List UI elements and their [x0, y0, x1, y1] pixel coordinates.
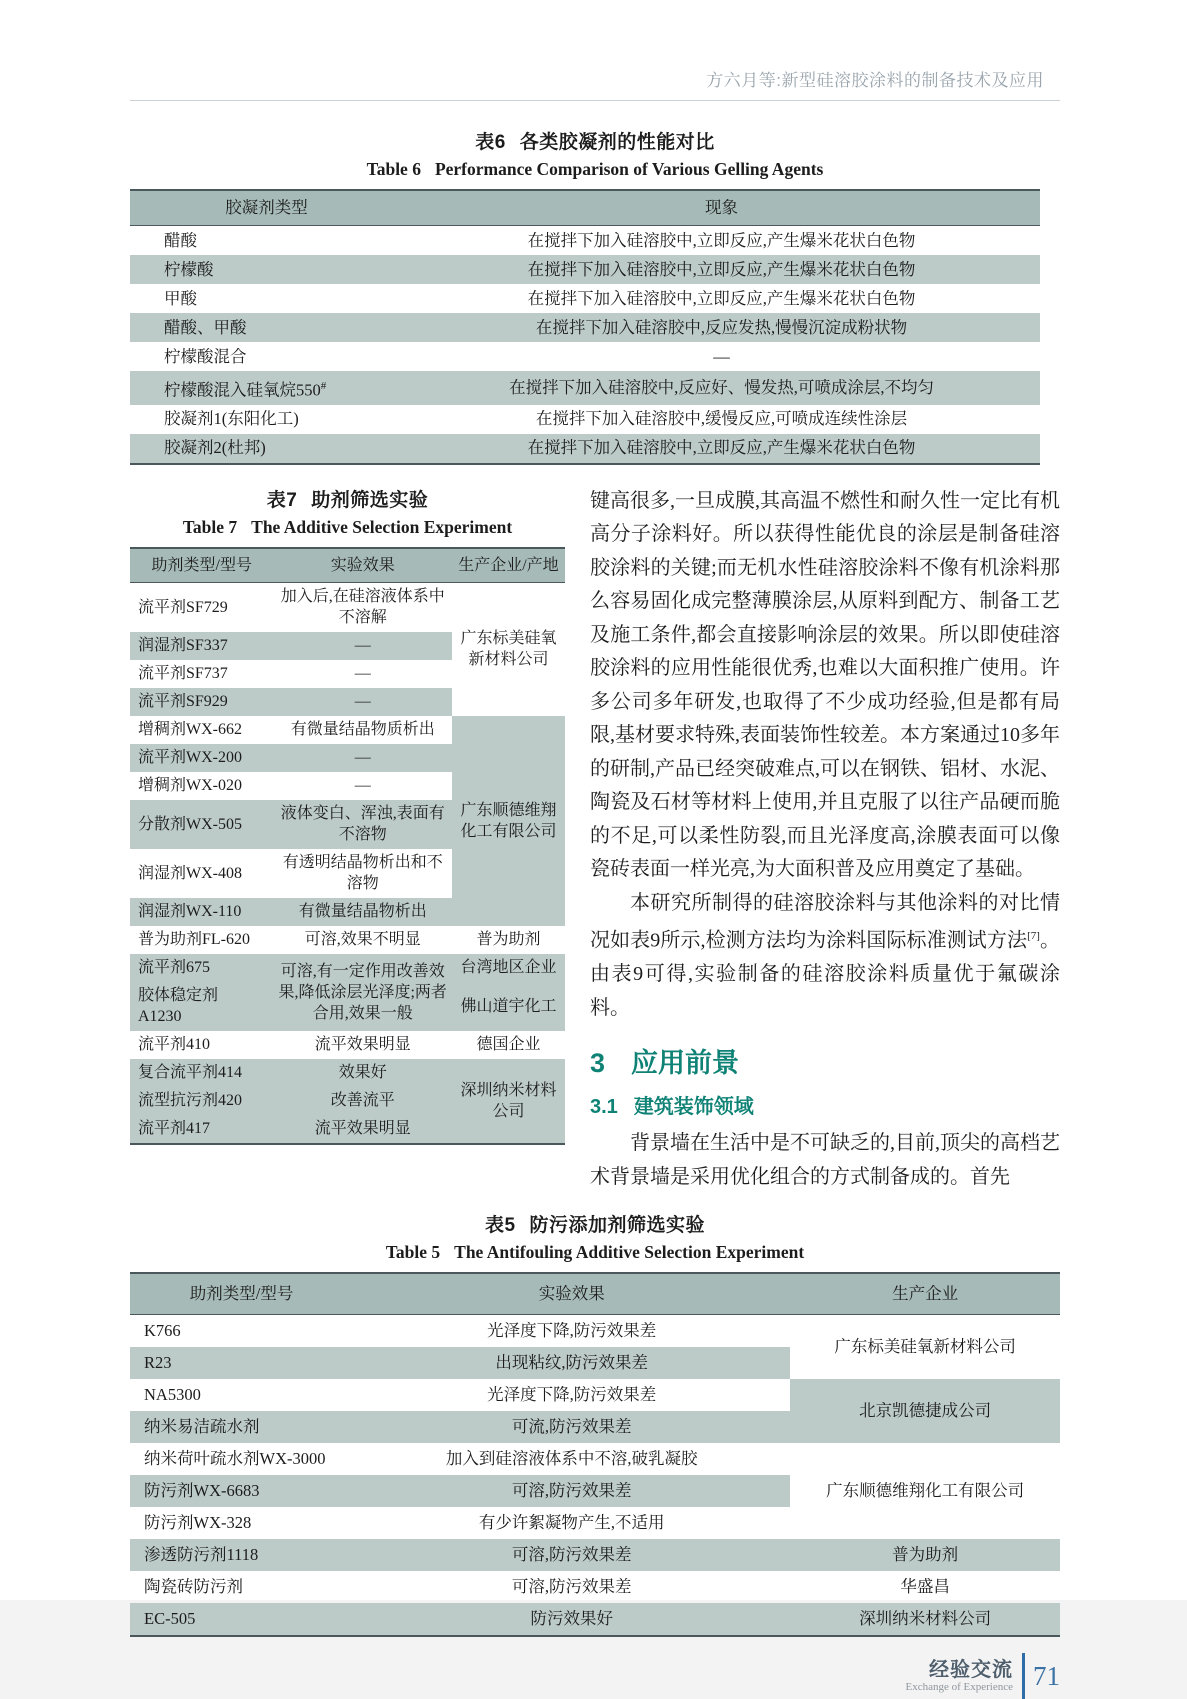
table-cell: 流平剂SF737 [138, 665, 228, 682]
table-row [130, 716, 565, 744]
table-cell: 胶凝剂1(东阳化工) [164, 409, 299, 428]
table-cell: 可溶,防污效果差 [353, 1539, 790, 1571]
subsection-title: 建筑装饰领域 [633, 1096, 754, 1119]
table5-label-en: Table 5 [385, 1242, 441, 1263]
table-cell: 普为助剂 [476, 931, 541, 948]
table-row [130, 1443, 1060, 1475]
table7-title-cn-text: 助剂筛选实验 [311, 489, 429, 511]
table-cell: 可溶,效果不明显 [304, 931, 421, 948]
table-cell: 加入后,在硅溶液体系中不溶解 [280, 588, 445, 626]
table-row [130, 255, 1040, 284]
table-cell: 液体变白、浑浊,表面有不溶物 [274, 800, 452, 849]
table7 [130, 547, 565, 1145]
superscript: # [320, 379, 327, 392]
table5-title-cn [130, 1210, 1060, 1237]
table-row [130, 371, 1040, 405]
table-row [130, 1571, 1060, 1603]
table6-label-en: Table 6 [366, 159, 421, 179]
table-cell: 深圳纳米材料公司 [452, 1059, 565, 1144]
table-cell: 在搅拌下加入硅溶胶中,立即反应,产生爆米花状白色物 [527, 288, 916, 308]
table-cell: 广东标美硅氧新材料公司 [460, 630, 557, 668]
table-row [130, 1379, 1060, 1411]
footer-section-name [906, 1659, 1014, 1694]
column-header: 实验效果 [353, 1273, 790, 1315]
table-cell: 华盛昌 [900, 1577, 950, 1597]
table6 [130, 189, 1040, 465]
table-cell: 在搅拌下加入硅溶胶中,立即反应,产生爆米花状白色物 [527, 230, 916, 250]
table-row [130, 1315, 1060, 1348]
footer-section-cn: 经验交流 [929, 1658, 1013, 1681]
body-paragraph [590, 887, 1060, 1026]
table-header-row [130, 548, 565, 583]
table-cell: 普为助剂 [790, 1539, 1060, 1571]
table-cell: K766 [144, 1321, 181, 1341]
table-cell: 广东标美硅氧新材料公司 [834, 1337, 1016, 1357]
table-cell-text: A1230 [138, 1008, 182, 1025]
table-cell: 醋酸 [164, 230, 197, 250]
table-cell [130, 982, 274, 1031]
table-cell: 在搅拌下加入硅溶胶中,反应发热,慢慢沉淀成粉状物 [403, 313, 1040, 342]
table-row [130, 1031, 565, 1059]
table-row [130, 405, 1040, 434]
table-row [130, 926, 565, 954]
table-cell: 有微量结晶物析出 [274, 898, 452, 926]
table-row [130, 582, 565, 632]
table-cell: 增稠剂WX-020 [138, 777, 242, 794]
table-cell: 胶凝剂2(杜邦) [130, 434, 403, 464]
table-cell: 醋酸、甲酸 [130, 313, 403, 342]
table-header-row [130, 1273, 1060, 1315]
footer-section-en: Exchange of Experience [905, 1680, 1013, 1693]
table-cell: 北京凯德捷成公司 [790, 1379, 1060, 1443]
column-header: 现象 [403, 190, 1040, 226]
table-cell: 在搅拌下加入硅溶胶中,立即反应,产生爆米花状白色物 [403, 255, 1040, 284]
table-cell: 在搅拌下加入硅溶胶中,立即反应,产生爆米花状白色物 [403, 434, 1040, 464]
header-divider [130, 100, 1060, 101]
table-cell: 效果好 [274, 1059, 452, 1087]
column-header: 生产企业/产地 [452, 548, 565, 583]
table-row [130, 1059, 565, 1087]
table6-section [130, 127, 1060, 465]
table5-section [130, 1210, 1060, 1637]
paragraph-text: 。由表9可得,实验制备的硅溶胶涂料质量优于氟碳涂料。 [590, 929, 1061, 1019]
table-cell: 可溶,有一定作用改善效果,降低涂层光泽度;两者合用,效果一般 [274, 954, 452, 1031]
table-row [130, 954, 565, 982]
table7-title-cn [130, 485, 565, 512]
subsection-heading [590, 1090, 1060, 1119]
table-cell: 流平剂SF929 [130, 688, 274, 716]
table-cell: 出现粘纹,防污效果差 [353, 1347, 790, 1379]
table-cell: 复合流平剂414 [130, 1059, 274, 1087]
table-cell: 防污效果好 [353, 1603, 790, 1636]
table-cell: 分散剂WX-505 [130, 800, 274, 849]
table-cell: — [354, 777, 371, 794]
table-cell: 润湿剂WX-110 [130, 898, 274, 926]
table-cell: 润湿剂SF337 [130, 632, 274, 660]
table-cell: — [713, 346, 730, 366]
page-number: 71 [1033, 1660, 1060, 1691]
table-cell: 流平剂SF729 [138, 598, 228, 616]
table-cell: — [274, 744, 452, 772]
table7-title-en-text: The Additive Selection Experiment [251, 516, 513, 537]
section-number: 3 [590, 1048, 606, 1079]
body-paragraph: 键高很多,一旦成膜,其高温不燃性和耐久性一定比有机高分子涂料好。所以获得性能优良的涂层是制备硅溶胶涂料的关键;而无机水性硅溶胶涂料不像有机涂料那么容易固化成完整薄膜涂层,从原料到配方、制备工艺及施工条件,都会直接影响涂层的效果。所以即使硅溶胶涂料的应用性能很优秀,也难以大面积推广使用。许多公司多年研发,也取得了不少成功经验,但是都有局限,基材要求特殊,表面装饰性较差。本方案通过10多年的研制,产品已经突破难点,可以在钢铁、铝材、水泥、陶瓷及石材等材料上使用,并且克服了以往产品硬而脆的不足,可以柔性防裂,而且光泽度高,涂膜表面可以像瓷砖表面一样光亮,为大面积普及应用奠定了基础。 [590, 489, 1060, 880]
table-row [130, 313, 1040, 342]
table-row [130, 1539, 1060, 1571]
table-cell: 深圳纳米材料公司 [790, 1603, 1060, 1636]
table-cell: EC-505 [130, 1603, 353, 1636]
table-cell: 有少许絮凝物产生,不适用 [478, 1513, 665, 1533]
table5-label-cn: 表5 [484, 1215, 516, 1237]
paragraph-text: 本研究所制得的硅溶胶涂料与其他涂料的对比情况如表9所示,检测方法均为涂料国际标准测试方法 [590, 891, 1060, 952]
section-title: 应用前景 [631, 1048, 740, 1079]
table-row [130, 342, 1040, 371]
column-header: 实验效果 [274, 548, 452, 583]
table-cell: 可溶,防污效果差 [511, 1577, 632, 1597]
running-header: 方六月等:新型硅溶胶涂料的制备技术及应用 [706, 71, 1044, 90]
table6-title-cn-text: 各类胶凝剂的性能对比 [519, 132, 715, 153]
table-cell: 柠檬酸 [130, 255, 403, 284]
table-cell: 增稠剂WX-662 [138, 721, 242, 738]
table-cell: 光泽度下降,防污效果差 [487, 1385, 657, 1405]
table-cell: 有微量结晶物质析出 [290, 721, 435, 738]
table-cell: 广东顺德维翔化工有限公司 [826, 1481, 1025, 1501]
table-cell: 普为助剂FL-620 [138, 931, 251, 948]
left-column [130, 485, 565, 1145]
table-cell: 广东顺德维翔化工有限公司 [452, 716, 565, 926]
table-cell: 陶瓷砖防污剂 [144, 1577, 243, 1597]
table5-title-en-text: The Antifouling Additive Selection Experiment [454, 1242, 805, 1263]
table-cell: 台湾地区企业 [452, 954, 565, 982]
citation-superscript: [7] [1027, 930, 1040, 942]
table-cell: 流平剂410 [138, 1036, 211, 1053]
table-cell: 在搅拌下加入硅溶胶中,缓慢反应,可喷成连续性涂层 [535, 409, 908, 428]
column-header: 助剂类型/型号 [130, 548, 274, 583]
table-cell: 加入到硅溶液体系中不溶,破乳凝胶 [445, 1449, 698, 1469]
table-cell: 德国企业 [476, 1036, 541, 1053]
table-cell: 柠檬酸混合 [164, 346, 247, 366]
table-cell: 可溶,防污效果差 [353, 1475, 790, 1507]
table7-title-en [130, 517, 565, 538]
table-cell: — [274, 688, 452, 716]
table5-title-en [130, 1242, 1060, 1263]
table-cell: 润湿剂WX-408 [138, 864, 242, 882]
table5-title-cn-text: 防污添加剂筛选实验 [529, 1215, 706, 1237]
table6-title-en [130, 159, 1060, 180]
page-footer [130, 1653, 1060, 1699]
table-cell [130, 371, 403, 405]
table-header-row [130, 190, 1040, 226]
table-cell: 可流,防污效果差 [353, 1411, 790, 1443]
table-cell: — [354, 665, 371, 682]
table-cell: 佛山道宇化工 [452, 982, 565, 1031]
table6-label-cn: 表6 [475, 132, 506, 153]
table6-title-en-text: Performance Comparison of Various Gelling Agents [434, 159, 824, 179]
table-cell: 纳米荷叶疏水剂WX-3000 [144, 1449, 326, 1469]
body-paragraph: 背景墙在生活中是不可缺乏的,目前,顶尖的高档艺术背景墙是采用优化组合的方式制备成的。首先 [590, 1132, 1060, 1188]
table-cell: 甲酸 [164, 288, 197, 308]
table-cell: 流平剂WX-200 [130, 744, 274, 772]
table-cell: 流平剂675 [130, 954, 274, 982]
table-cell-text: 柠檬酸混入硅氧烷550 [164, 380, 321, 399]
table-row [130, 226, 1040, 256]
table6-title-cn [130, 127, 1060, 154]
table-cell: 流平效果明显 [274, 1115, 452, 1144]
column-header: 胶凝剂类型 [130, 190, 403, 226]
table7-label-cn: 表7 [266, 489, 298, 511]
table-cell: 防污剂WX-328 [144, 1513, 252, 1533]
table-cell-text: 胶体稳定剂 [138, 987, 219, 1004]
footer-divider-bar [1022, 1653, 1025, 1699]
table-cell: 改善流平 [274, 1087, 452, 1115]
table-cell: 纳米易洁疏水剂 [130, 1411, 353, 1443]
subsection-number: 3.1 [590, 1096, 618, 1119]
two-column-zone [130, 485, 1060, 1195]
table-cell: 流平效果明显 [314, 1036, 411, 1053]
table-cell: 在搅拌下加入硅溶胶中,反应好、慢发热,可喷成涂层,不均匀 [403, 371, 1040, 405]
section-heading [590, 1041, 1060, 1080]
table-cell: NA5300 [144, 1385, 201, 1405]
table-cell: R23 [130, 1347, 353, 1379]
table7-label-en: Table 7 [182, 516, 238, 537]
table-cell: 流型抗污剂420 [130, 1087, 274, 1115]
table-cell: 有透明结晶物析出和不溶物 [282, 854, 443, 892]
table-cell: 光泽度下降,防污效果差 [487, 1321, 657, 1341]
table-cell: 防污剂WX-6683 [130, 1475, 353, 1507]
table-cell: 渗透防污剂1118 [130, 1539, 353, 1571]
table-row [130, 434, 1040, 464]
column-header: 生产企业 [790, 1273, 1060, 1315]
table-cell: 流平剂417 [130, 1115, 274, 1144]
table-row [130, 284, 1040, 313]
column-header: 助剂类型/型号 [130, 1273, 353, 1315]
right-column [590, 485, 1060, 1195]
table-cell: — [274, 632, 452, 660]
table5 [130, 1272, 1060, 1637]
table-row [130, 1603, 1060, 1636]
